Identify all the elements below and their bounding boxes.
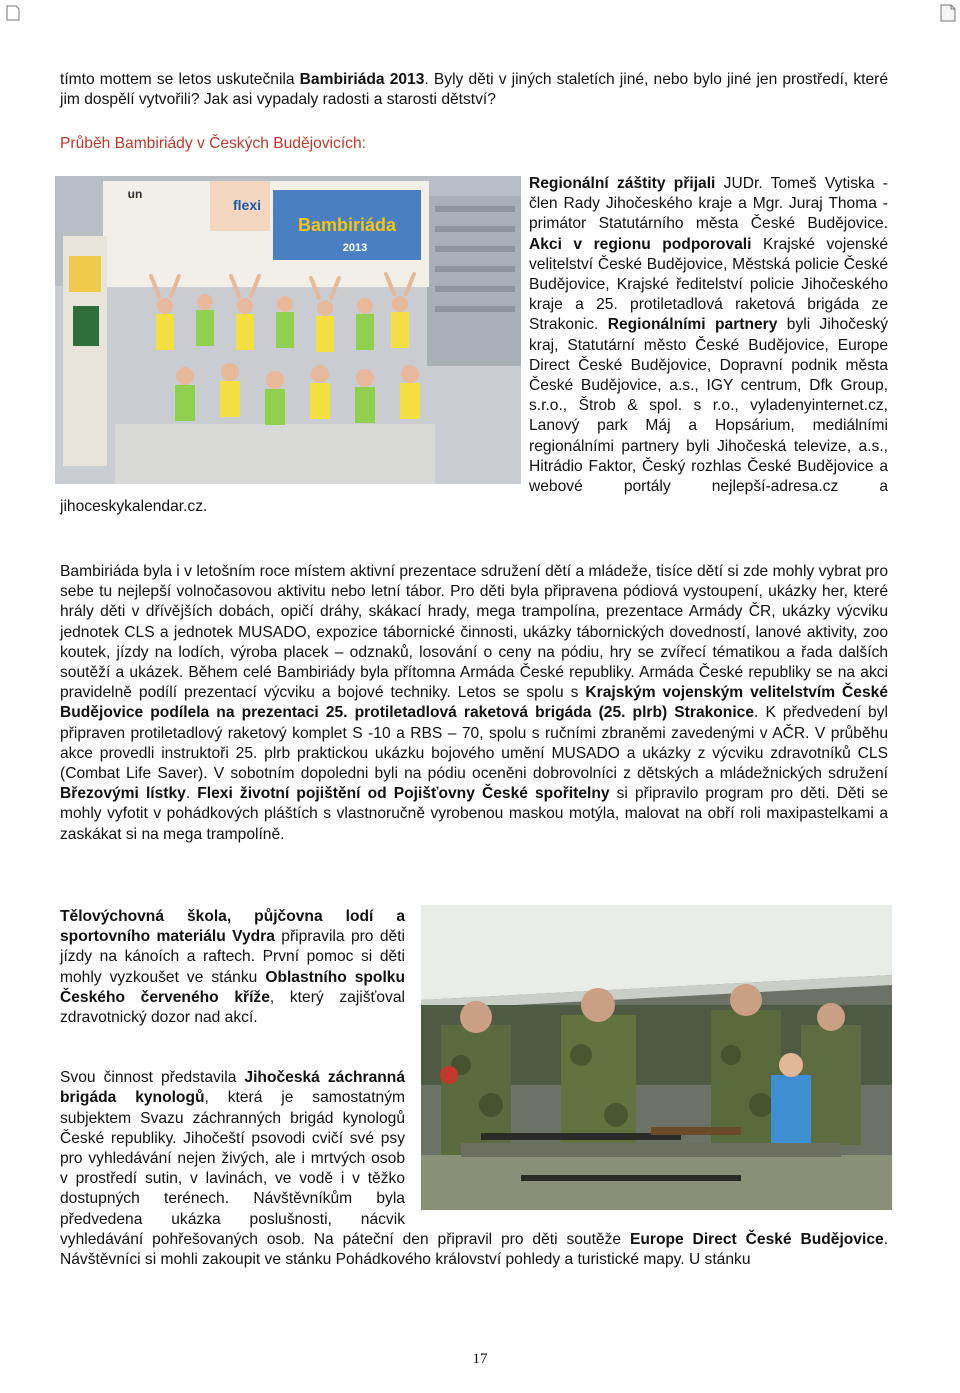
brezove-listky-bold: Březovými lístky: [60, 785, 186, 803]
europe-direct-bold: Europe Direct České Budějovice: [629, 1230, 884, 1248]
stage-performance-photo: [55, 176, 521, 484]
activities-section: [60, 907, 888, 1270]
intro-paragraph: [60, 70, 888, 110]
partners-heading: Regionálními partnery: [607, 316, 778, 334]
red-cross-text: , který zajišťoval zdravotnický dozor nad akcí.: [60, 988, 405, 1027]
flexi-logo: flexi: [232, 197, 262, 213]
supporters-heading: Akci v regionu podporovali: [529, 235, 752, 253]
kynolog-text: Svou činnost představila: [60, 1069, 245, 1087]
vydra-text: připravila pro děti jízdy na kánoích a raftech. První pomoc si děti mohly vyzkoušet ve stánku: [60, 928, 405, 986]
army-display-photo: [421, 905, 892, 1210]
program-paragraph: [60, 562, 888, 845]
flexi-insurance-bold: Flexi životní pojištění od Pojišťovny České spořitelny: [197, 785, 610, 803]
program-text: Bambiriáda byla i v letošním roce místem aktivní prezentace sdružení dětí a mládeže, tisíce dětí si zde mohly vybrat pro sebe tu nejlepší volnočasovou aktivitu nebo letní tábor. Pro děti byla připravena pódiová vystoupení, ukázky her, které hrály děti v dřívějších dobách, opičí dráhy, skákací hrady, mega trampolína, prezentace Armády ČR, ukázky výcviku jednotek CLS a jednotek MUSADO, expozice tábornické činnosti, ukázky tábornických dovedností, lanové aktivity, zoo koutek, jízdy na lodích, výroba placek – odznaků, losování o ceny na pódiu, hry se zvířecí tématikou a řada dalších soutěží a ukázek. Během celé Bambiriády byla přítomna Armáda České republiky. Armáda České republiky se na akci pravidelně podílí prezentací výcviku a bojové techniky. Letos se spolu s: [60, 563, 888, 702]
intro-text: tímto mottem se letos uskutečnila: [60, 71, 300, 88]
army-brigade-bold: Krajským vojenským velitelstvím České Budějovice podílela na prezentaci 25. protiletadlová raketová brigáda (25. plrb) Strakonice: [60, 684, 888, 722]
intro-text-rest: . Byly děti v jiných staletích jiné, nebo bylo jiné jen prostředí, které jim dospělí vytvořili? Jak asi vypadaly radosti a starosti dětství?: [60, 71, 889, 109]
program-text-4: si připravilo program pro děti. Děti se mohly vyfotit v pohádkových pláštích s vlastnoručně vyrobenou maskou motýla, malovat na obří roli maxipastelkami a zaskákat si na mega trampolíně.: [60, 785, 889, 843]
un-logo: un: [127, 187, 143, 201]
bambiriada-banner-logo: Bambiriáda: [297, 215, 397, 235]
page-fold-icon: [940, 4, 956, 22]
supporters-text: Krajské vojenské velitelství České Budějovice, Městská policie České Budějovice, Krajské ředitelství policie Jihočeského kraje a 25. protiletadlová raketová brigáda ze Strakonic.: [529, 235, 888, 334]
partners-text: byli Jihočeský kraj, Statutární město České Budějovice, Europe Direct České Budějovice, Dopravní podnik města České Budějovice, a.s., IGY centrum, Dfk Group, s.r.o., Štrob & spol. s r.o., vyladenyinternet.cz, Lanový park Máj a Hopsárium, mediálními regionálními partnery byli Jihočeská televize, a.s., Hitrádio Faktor, Český rozhlas České Budějovice a webové portály nejlepší-adresa.cz a jihoceskykalendar.cz.: [60, 316, 889, 516]
sponsors-section: [60, 174, 888, 517]
section-heading: Průběh Bambiriády v Českých Budějovicích:: [60, 135, 366, 152]
program-text-2: . K předvedení byl připraven protiletadlový raketový komplet S -10 a RBS – 70, spolu s ručními zbraněmi zavedenými v AČR. V průběhu akce provedli instruktoři 25. plrb praktickou ukázku bojového umění MUSADO a ukázky z výcviku zdravotníků CLS (Combat Life Saver). V sobotním dopoledni byli na pódiu oceněni dobrovolníci z dětských a mládežnických sdružení: [60, 704, 888, 783]
patrons-text: JUDr. Tomeš Vytiska - člen Rady Jihočeského kraje a Mgr. Juraj Thoma - primátor Statutárního města České Budějovice.: [529, 175, 888, 233]
sponsors-heading: Regionální záštity přijali: [529, 175, 716, 192]
kynolog-text-2: , která je samostatným subjektem Svazu záchranných brigád kynologů České republiky. Jihočeští psovodi cvičí své psy pro vyhledávání nejen živých, ale i mrtvých osob v prostředí sutin, v lavinách, ve vodě i v těžko dostupných terénech. Návštěvníkům byla předvedena ukázka poslušnosti, nácvik vyhledávání pohřešovaných osob. Na páteční den připravil pro děti soutěže: [60, 1089, 630, 1248]
kynolog-brigade-bold: Jihočeská záchranná brigáda kynologů: [60, 1069, 405, 1107]
vydra-school-bold: Tělovýchovná škola, půjčovna lodí a sportovního materiálu Vydra: [60, 908, 405, 946]
program-text-3: .: [185, 785, 198, 803]
red-cross-bold: Oblastního spolku Českého červeného kříže: [60, 968, 405, 1006]
banner-year: 2013: [342, 242, 368, 254]
intro-bold: Bambiriáda 2013: [299, 71, 425, 88]
page-number: 17: [472, 1351, 488, 1367]
kynolog-text-3: . Návštěvníci si mohli zakoupit ve stánku Pohádkového království pohledy a turistické mapy. U stánku: [60, 1230, 889, 1269]
page-corner-icon: [6, 5, 20, 21]
